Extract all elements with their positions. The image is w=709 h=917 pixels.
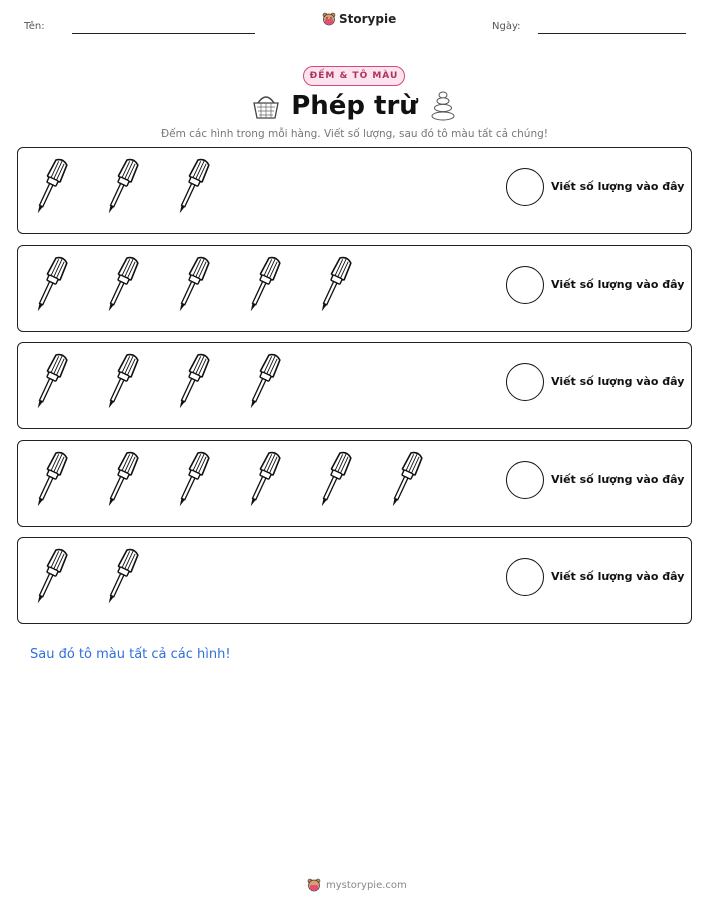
answer-circle[interactable] xyxy=(506,558,544,596)
answer-label: Viết số lượng vào đây xyxy=(551,472,685,486)
screwdriver-icon xyxy=(30,351,70,413)
date-line[interactable] xyxy=(538,33,686,34)
row-items xyxy=(30,254,450,324)
name-line[interactable] xyxy=(72,33,255,34)
answer-circle[interactable] xyxy=(506,266,544,304)
screwdriver-icon xyxy=(101,156,141,218)
screwdriver-icon xyxy=(30,156,70,218)
screwdriver-icon xyxy=(30,254,70,316)
site-url: mystorypie.com xyxy=(326,879,407,891)
brand-logo xyxy=(322,12,396,26)
instructions: Đếm các hình trong mỗi hàng. Viết số lượng, sau đó tô màu tất cả chúng! xyxy=(160,128,548,140)
counting-row xyxy=(17,537,692,624)
screwdriver-icon xyxy=(243,254,283,316)
screwdriver-icon xyxy=(172,351,212,413)
screwdriver-icon xyxy=(30,546,70,608)
answer-label: Viết số lượng vào đây xyxy=(551,570,685,583)
screwdriver-icon xyxy=(101,254,141,316)
stacked-stones-icon xyxy=(430,90,456,122)
bear-icon xyxy=(307,878,321,892)
answer-label: Viết số lượng vào đây xyxy=(551,375,685,388)
screwdriver-icon xyxy=(30,449,70,511)
row-items xyxy=(30,449,450,519)
answer-circle[interactable] xyxy=(506,168,544,206)
screwdriver-icon xyxy=(101,351,141,413)
brand-name: Storypie xyxy=(339,12,397,26)
answer-label: Viết số lượng vào đây xyxy=(551,277,685,291)
screwdriver-icon xyxy=(385,449,425,511)
answer-circle[interactable] xyxy=(506,461,544,499)
row-items xyxy=(30,156,450,226)
row-items xyxy=(30,546,450,616)
activity-tag: ĐẾM & TÔ MÀU xyxy=(303,66,405,86)
counting-row xyxy=(17,342,692,429)
name-label: Tên: xyxy=(24,21,45,32)
counting-row xyxy=(17,245,692,332)
answer-label: Viết số lượng vào đây xyxy=(551,180,685,193)
screwdriver-icon xyxy=(314,254,354,316)
screwdriver-icon xyxy=(101,546,141,608)
screwdriver-icon xyxy=(243,351,283,413)
counting-row xyxy=(17,440,692,527)
site-footer xyxy=(307,878,407,892)
title-block xyxy=(0,88,709,128)
worksheet-header xyxy=(0,0,709,50)
row-items xyxy=(30,351,450,421)
counting-row xyxy=(17,147,692,234)
screwdriver-icon xyxy=(172,254,212,316)
screwdriver-icon xyxy=(314,449,354,511)
footer-note: Sau đó tô màu tất cả các hình! xyxy=(30,647,231,662)
bear-icon xyxy=(322,12,336,26)
screwdriver-icon xyxy=(243,449,283,511)
page-title: Phép trừ xyxy=(291,91,418,121)
screwdriver-icon xyxy=(101,449,141,511)
date-label: Ngày: xyxy=(492,21,521,32)
screwdriver-icon xyxy=(172,449,212,511)
answer-circle[interactable] xyxy=(506,363,544,401)
screwdriver-icon xyxy=(172,156,212,218)
